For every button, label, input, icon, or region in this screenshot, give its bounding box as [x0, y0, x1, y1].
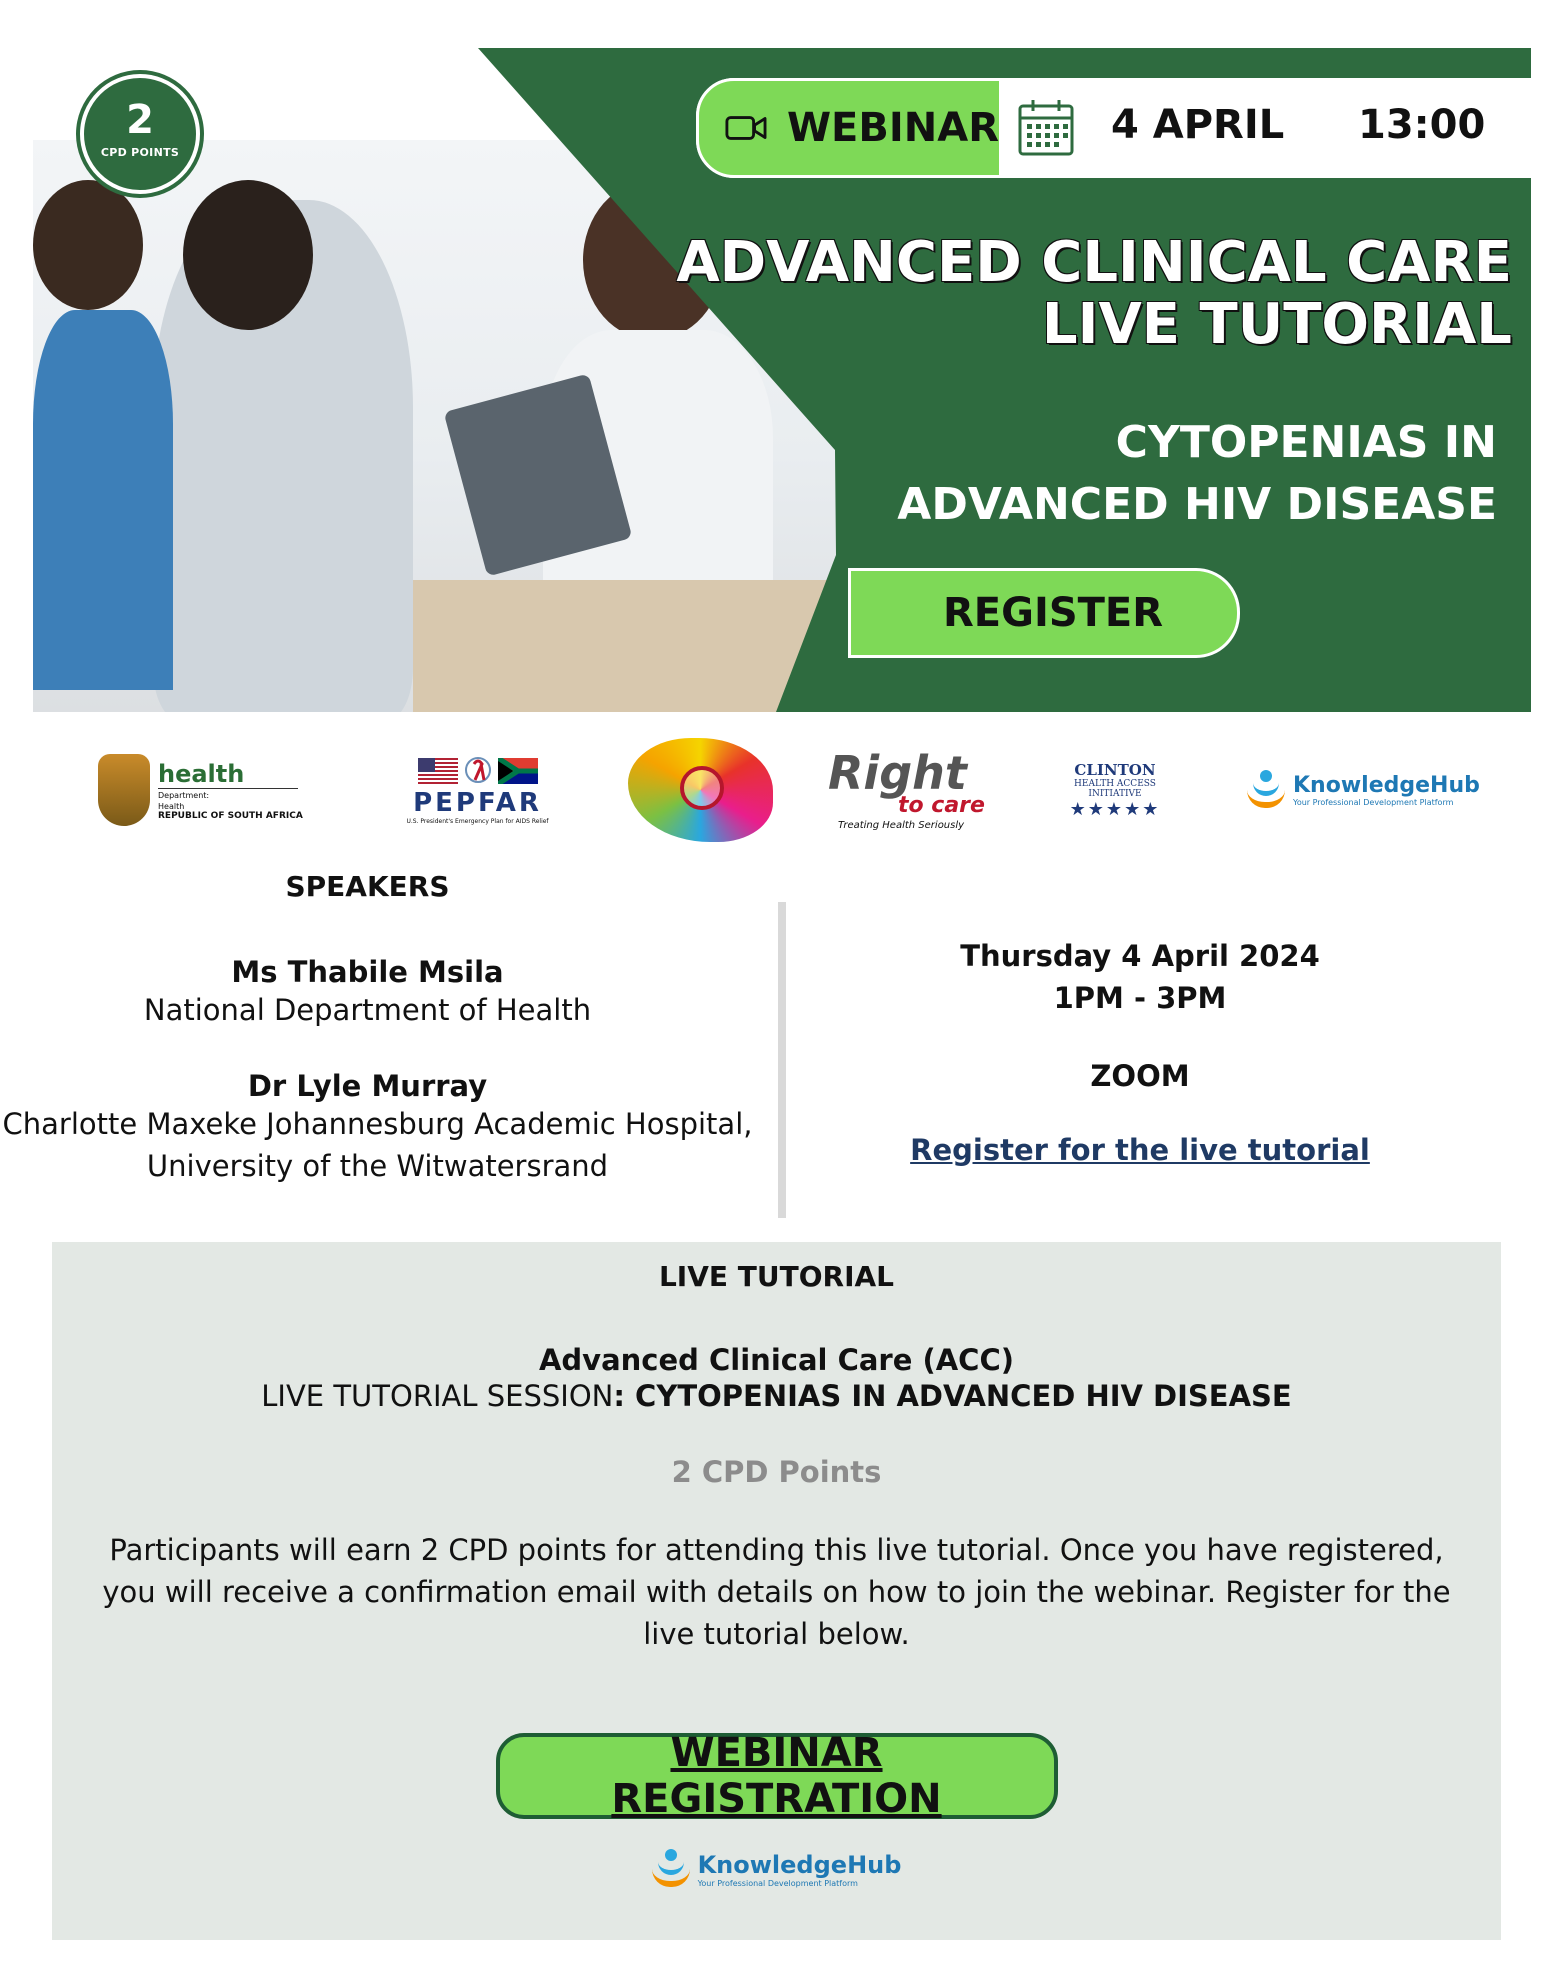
- colorful-circle-logo: [628, 735, 773, 845]
- cpd-badge-number: 2: [126, 97, 154, 143]
- vertical-divider: [778, 902, 786, 1218]
- coat-of-arms-icon: [98, 754, 150, 826]
- cpd-points-text: 2 CPD Points: [671, 1455, 882, 1489]
- speaker-organisation-line2: University of the Witwatersrand: [146, 1149, 609, 1183]
- right-to-care-word1: Right: [828, 745, 967, 800]
- health-department-logo: [98, 735, 303, 845]
- session-title: [52, 1379, 1501, 1413]
- south-africa-flag-icon: [498, 758, 538, 784]
- hero-subtitle-line2: ADVANCED HIV DISEASE: [897, 479, 1497, 530]
- health-logo-line3: REPUBLIC OF SOUTH AFRICA: [158, 810, 303, 821]
- webinar-pill: [696, 78, 1002, 178]
- speaker-name: Ms Thabile Msila: [231, 955, 504, 989]
- clinton-line3: INITIATIVE: [1088, 788, 1142, 799]
- health-logo-line2: Health: [158, 801, 185, 811]
- event-hours: 1PM - 3PM: [1053, 981, 1227, 1015]
- speaker-organisation: Charlotte Maxeke Johannesburg Academic Hospital,: [2, 1107, 753, 1141]
- webinar-registration-label: WEBINAR REGISTRATION: [611, 1730, 942, 1822]
- knowledgehub-icon: [652, 1849, 692, 1889]
- pepfar-tagline: U.S. President's Emergency Plan for AIDS Relief: [406, 817, 549, 825]
- hero-subtitle-line1: CYTOPENIAS IN: [1115, 417, 1497, 468]
- speakers-heading: SPEAKERS: [285, 870, 450, 903]
- clinton-line1: CLINTON: [1074, 760, 1156, 779]
- hero-title-line2: LIVE TUTORIAL: [1041, 292, 1512, 357]
- event-time: 13:00: [1358, 102, 1486, 148]
- calendar-icon: [1018, 98, 1074, 156]
- speakers-section: [0, 870, 768, 1187]
- event-info-bar: [696, 78, 1531, 178]
- hero-subtitle: [897, 412, 1497, 536]
- video-camera-icon: [725, 114, 767, 142]
- knowledgehub-footer-logo: [52, 1849, 1501, 1889]
- clinton-line2: HEALTH ACCESS: [1074, 778, 1156, 789]
- pepfar-title: PEPFAR: [413, 787, 542, 818]
- session-prefix: LIVE TUTORIAL SESSION: [261, 1379, 614, 1413]
- right-to-care-word2: to care: [898, 792, 985, 818]
- webinar-label: WEBINAR: [786, 105, 999, 151]
- pepfar-logo: [405, 735, 550, 845]
- webinar-registration-button[interactable]: [496, 1730, 1058, 1822]
- ribbon-icon: [464, 756, 492, 786]
- hero-title: [676, 232, 1512, 356]
- hero-banner: [0, 0, 1557, 720]
- hero-title-line1: ADVANCED CLINICAL CARE: [676, 230, 1512, 295]
- event-details: [800, 935, 1480, 1167]
- event-day: Thursday 4 April 2024: [960, 939, 1320, 973]
- health-logo-line1: Department:: [158, 790, 210, 800]
- right-to-care-tagline: Treating Health Seriously: [838, 819, 965, 831]
- event-date: 4 APRIL: [1111, 102, 1285, 148]
- register-button-label: REGISTER: [943, 590, 1164, 636]
- knowledgehub-logo: [1247, 735, 1480, 845]
- knowledgehub-tagline: Your Professional Development Platform: [1293, 798, 1454, 807]
- session-name: : CYTOPENIAS IN ADVANCED HIV DISEASE: [613, 1379, 1292, 1413]
- clinton-health-access-logo: [1040, 735, 1190, 845]
- health-logo-title: health: [158, 760, 298, 789]
- speaker-organisation: National Department of Health: [143, 993, 592, 1027]
- tutorial-info-box: [52, 1242, 1501, 1940]
- knowledgehub-title: KnowledgeHub: [1293, 773, 1480, 798]
- stars-icon: ★★★★★: [1069, 798, 1161, 820]
- knowledgehub-tagline: Your Professional Development Platform: [697, 1878, 858, 1888]
- right-to-care-logo: [828, 735, 985, 845]
- paint-splash-logo-icon: [628, 738, 773, 842]
- register-tutorial-link[interactable]: Register for the live tutorial: [910, 1133, 1370, 1167]
- info-heading: LIVE TUTORIAL: [658, 1260, 895, 1293]
- knowledgehub-icon: [1247, 770, 1287, 810]
- cpd-points-badge: [80, 74, 200, 194]
- event-platform: ZOOM: [1090, 1059, 1190, 1093]
- partner-logos: [0, 735, 1557, 845]
- us-flag-icon: [418, 758, 458, 784]
- info-paragraph: Participants will earn 2 CPD points for attending this live tutorial. Once you have registered, you will receive a confirmation email with details on how to join the webinar. Register for the live tutorial below.: [102, 1533, 1451, 1651]
- register-button[interactable]: [848, 568, 1240, 658]
- knowledgehub-title: KnowledgeHub: [697, 1850, 902, 1879]
- program-title: Advanced Clinical Care (ACC): [538, 1343, 1015, 1377]
- cpd-badge-label: CPD POINTS: [100, 146, 180, 159]
- speaker-name: Dr Lyle Murray: [247, 1069, 488, 1103]
